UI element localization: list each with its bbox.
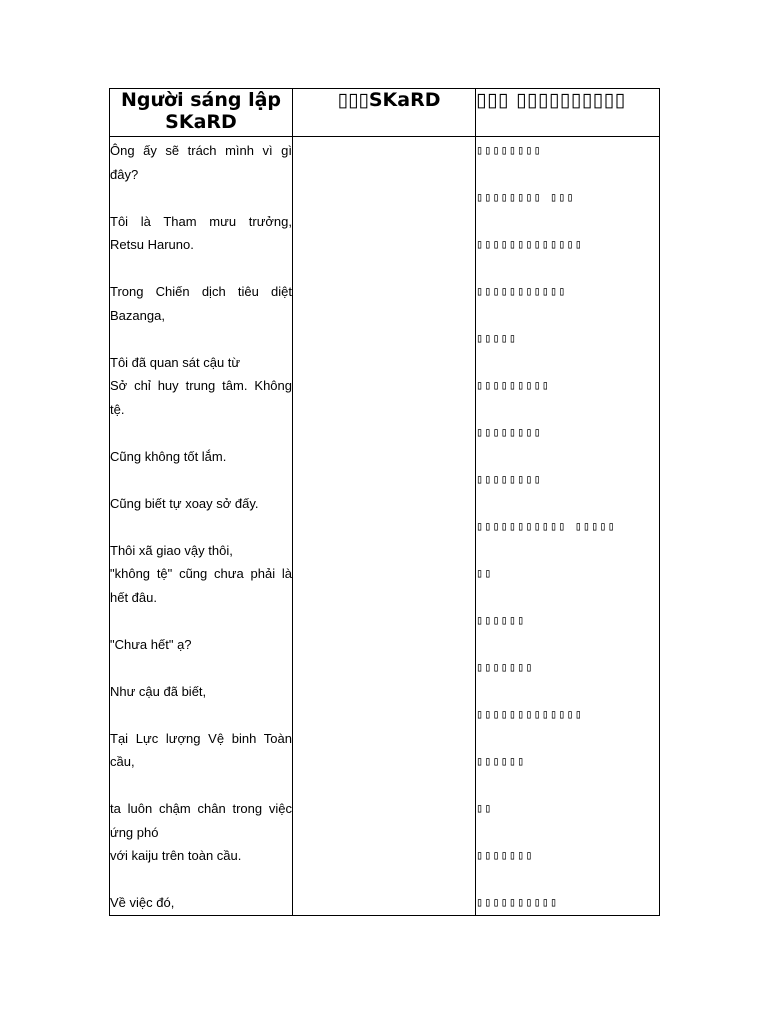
header-row xyxy=(110,89,660,137)
vietnamese-line: với kaiju trên toàn cầu. xyxy=(110,848,242,863)
vietnamese-line: Về việc đó, xyxy=(110,895,175,910)
vietnamese-block xyxy=(110,351,292,422)
japanese-line: ▯▯▯▯▯▯ xyxy=(476,754,526,768)
vietnamese-line: Sở chỉ huy trung tâm. Không tệ. xyxy=(110,378,292,417)
japanese-line: ▯▯ xyxy=(476,801,493,815)
header-japanese: ▯▯▯ ▯▯▯▯▯▯▯▯▯▯ xyxy=(476,89,660,137)
vietnamese-block xyxy=(110,797,292,868)
japanese-line: ▯▯▯▯▯▯▯▯▯ xyxy=(476,378,551,392)
japanese-line: ▯▯▯▯▯▯▯ xyxy=(476,848,534,862)
empty-column xyxy=(293,137,476,916)
japanese-line: ▯▯▯▯▯▯▯▯▯▯▯▯▯ xyxy=(476,237,583,251)
vietnamese-line: Tôi đã quan sát cậu từ xyxy=(110,354,241,370)
vietnamese-block xyxy=(110,891,292,915)
japanese-line: ▯▯▯▯▯ xyxy=(476,331,518,345)
vietnamese-block xyxy=(110,280,292,327)
vietnamese-line: Ông ấy sẽ trách mình vì gì đây? xyxy=(110,143,292,182)
japanese-column xyxy=(476,137,660,916)
vietnamese-block xyxy=(110,139,292,186)
japanese-line: ▯▯▯▯▯▯▯▯ xyxy=(476,472,542,486)
vietnamese-line: Tôi là Tham mưu trưởng, Retsu Haruno. xyxy=(110,213,292,252)
japanese-line: ▯▯▯▯▯▯▯▯▯▯▯ xyxy=(476,284,567,298)
japanese-line: ▯▯▯▯▯▯ xyxy=(476,613,526,627)
vietnamese-line: "không tệ" cũng chưa phải là hết đâu. xyxy=(110,566,292,605)
vietnamese-block xyxy=(110,445,292,469)
vietnamese-line: ta luôn chậm chân trong việc ứng phó xyxy=(110,801,292,840)
vietnamese-block xyxy=(110,492,292,516)
header-original: ▯▯▯SKaRD xyxy=(293,89,476,137)
japanese-line: ▯▯▯▯▯▯▯ xyxy=(476,660,534,674)
japanese-line: ▯▯▯▯▯▯▯▯▯▯ xyxy=(476,895,559,909)
vietnamese-block xyxy=(110,539,292,610)
body-row xyxy=(110,137,660,916)
japanese-line: ▯▯▯▯▯▯▯▯ ▯▯▯ xyxy=(476,190,575,204)
vietnamese-block xyxy=(110,680,292,704)
japanese-line: ▯▯ xyxy=(476,566,493,580)
japanese-line: ▯▯▯▯▯▯▯▯ xyxy=(476,425,542,439)
japanese-line: ▯▯▯▯▯▯▯▯ xyxy=(476,143,542,157)
vietnamese-line: Cũng không tốt lắm. xyxy=(110,448,227,464)
japanese-line: ▯▯▯▯▯▯▯▯▯▯▯▯▯ xyxy=(476,707,583,721)
japanese-line: ▯▯▯▯▯▯▯▯▯▯▯ ▯▯▯▯▯ xyxy=(476,519,616,533)
vietnamese-line: Trong Chiến dịch tiêu diệt Bazanga, xyxy=(110,284,292,323)
header-vietnamese: Người sáng lập SKaRD xyxy=(110,89,293,137)
vietnamese-line: Cũng biết tự xoay sở đấy. xyxy=(110,495,259,511)
vietnamese-block xyxy=(110,210,292,257)
vietnamese-line: Như cậu đã biết, xyxy=(110,683,207,699)
vietnamese-line: Tại Lực lượng Vệ binh Toàn cầu, xyxy=(110,730,292,769)
vietnamese-block xyxy=(110,727,292,774)
subtitle-table xyxy=(109,88,660,916)
vietnamese-line: "Chưa hết" ạ? xyxy=(110,636,192,652)
vietnamese-block xyxy=(110,633,292,657)
vietnamese-line: Thôi xã giao vậy thôi, xyxy=(110,542,233,558)
vietnamese-column xyxy=(110,137,293,916)
